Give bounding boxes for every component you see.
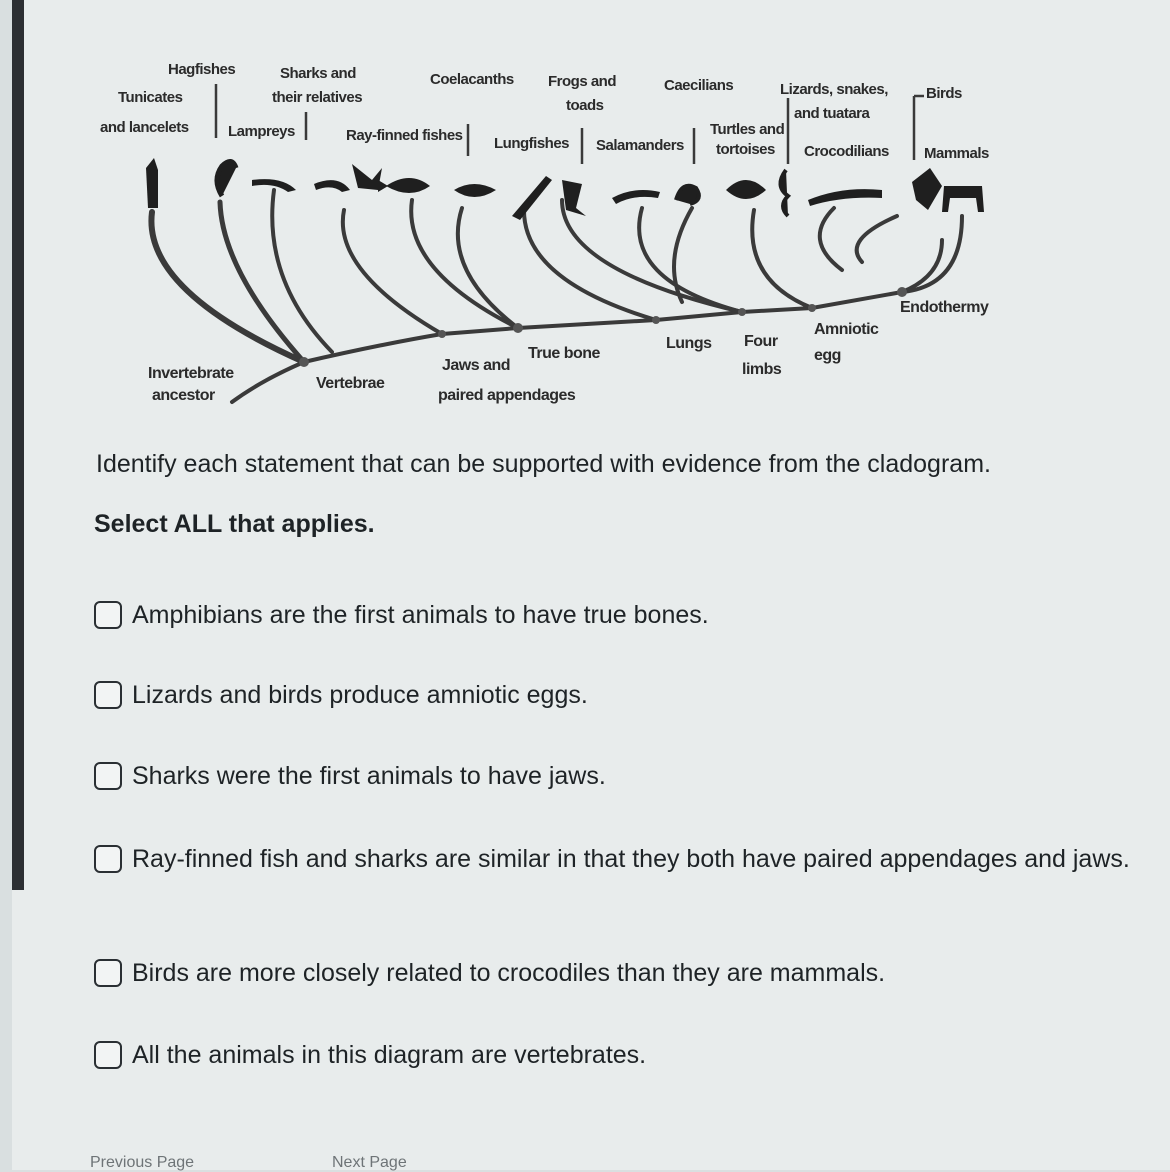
turtle-icon xyxy=(726,180,766,199)
taxon-crocodilians: Crocodilians xyxy=(804,143,889,160)
answer-option-label: Lizards and birds produce amniotic eggs. xyxy=(132,681,588,709)
trait-ancestor: Invertebrate ancestor xyxy=(148,365,234,404)
checkbox-icon[interactable] xyxy=(94,1041,122,1069)
trait-four-limbs: Four limbs xyxy=(742,333,782,378)
bird-icon xyxy=(912,168,942,210)
previous-page-link[interactable]: Previous Page xyxy=(90,1154,195,1171)
taxon-tunicates: Tunicates and lancelets xyxy=(100,89,189,136)
taxon-lungfishes: Lungfishes xyxy=(494,135,570,152)
answer-option-5[interactable] xyxy=(94,958,1134,988)
trait-vertebrae: Vertebrae xyxy=(316,375,385,392)
checkbox-icon[interactable] xyxy=(94,601,122,629)
answer-option-label: Amphibians are the first animals to have true bones. xyxy=(132,601,709,629)
frog-icon xyxy=(562,180,586,216)
next-page-link[interactable]: Next Page xyxy=(332,1154,407,1171)
answer-option-6[interactable] xyxy=(94,1040,1134,1070)
question-instruction: Select ALL that applies. xyxy=(94,510,375,538)
page-footer xyxy=(12,1150,1170,1170)
snake-icon xyxy=(780,170,788,216)
cladogram-branches xyxy=(151,190,962,402)
taxon-lizards: Lizards, snakes, and tuatara xyxy=(780,81,888,122)
taxon-turtles: Turtles and tortoises xyxy=(710,121,785,158)
taxon-salamanders: Salamanders xyxy=(596,137,684,154)
cladogram-figure xyxy=(82,40,1022,420)
lungfish-icon xyxy=(512,176,552,220)
taxon-frogs: Frogs and toads xyxy=(548,73,617,114)
answer-option-4[interactable] xyxy=(94,844,1134,874)
trait-endothermy: Endothermy xyxy=(900,299,989,316)
taxon-lampreys: Lampreys xyxy=(228,123,295,140)
checkbox-icon[interactable] xyxy=(94,681,122,709)
checkbox-icon[interactable] xyxy=(94,959,122,987)
taxon-labels xyxy=(100,61,989,162)
screen xyxy=(12,0,1170,1170)
trait-jaws: Jaws and paired appendages xyxy=(438,357,576,404)
taxon-mammals: Mammals xyxy=(924,145,989,162)
checkbox-icon[interactable] xyxy=(94,845,122,873)
taxon-birds: Birds xyxy=(926,85,962,102)
crocodile-icon xyxy=(808,189,882,206)
taxon-sharks: Sharks and their relatives xyxy=(272,65,363,106)
trait-lungs: Lungs xyxy=(666,335,712,352)
answer-option-2[interactable] xyxy=(94,680,1134,710)
trait-true-bone: True bone xyxy=(528,345,600,362)
rayfinned-fish-icon xyxy=(378,178,430,193)
lancelet-icon xyxy=(217,161,236,196)
answer-option-label: Ray-finned fish and sharks are similar in that they both have paired appendages and jaws. xyxy=(132,845,1130,873)
salamander-icon xyxy=(612,190,660,204)
taxon-caecilians: Caecilians xyxy=(664,77,734,94)
coelacanth-icon xyxy=(454,184,496,197)
answer-option-label: Sharks were the first animals to have jaws. xyxy=(132,762,606,790)
question-prompt: Identify each statement that can be supported with evidence from the cladogram. xyxy=(96,450,991,478)
trait-amniotic-egg: Amniotic egg xyxy=(814,321,879,364)
trait-labels xyxy=(148,299,989,404)
checkbox-icon[interactable] xyxy=(94,762,122,790)
mammal-icon xyxy=(942,186,984,212)
shark-icon xyxy=(352,164,382,190)
answer-option-3[interactable] xyxy=(94,761,1134,791)
answer-option-1[interactable] xyxy=(94,600,1134,630)
lamprey-icon xyxy=(314,180,350,192)
taxon-rayfinned: Ray-finned fishes xyxy=(346,127,463,144)
taxon-coelacanths: Coelacanths xyxy=(430,71,514,88)
answer-option-label: All the animals in this diagram are vertebrates. xyxy=(132,1041,647,1069)
left-edge-bar xyxy=(12,0,24,890)
answer-option-label: Birds are more closely related to crocodiles than they are mammals. xyxy=(132,959,886,987)
taxon-hagfishes: Hagfishes xyxy=(168,61,236,78)
tunicate-icon xyxy=(146,158,158,208)
caecilian-icon xyxy=(676,186,699,204)
